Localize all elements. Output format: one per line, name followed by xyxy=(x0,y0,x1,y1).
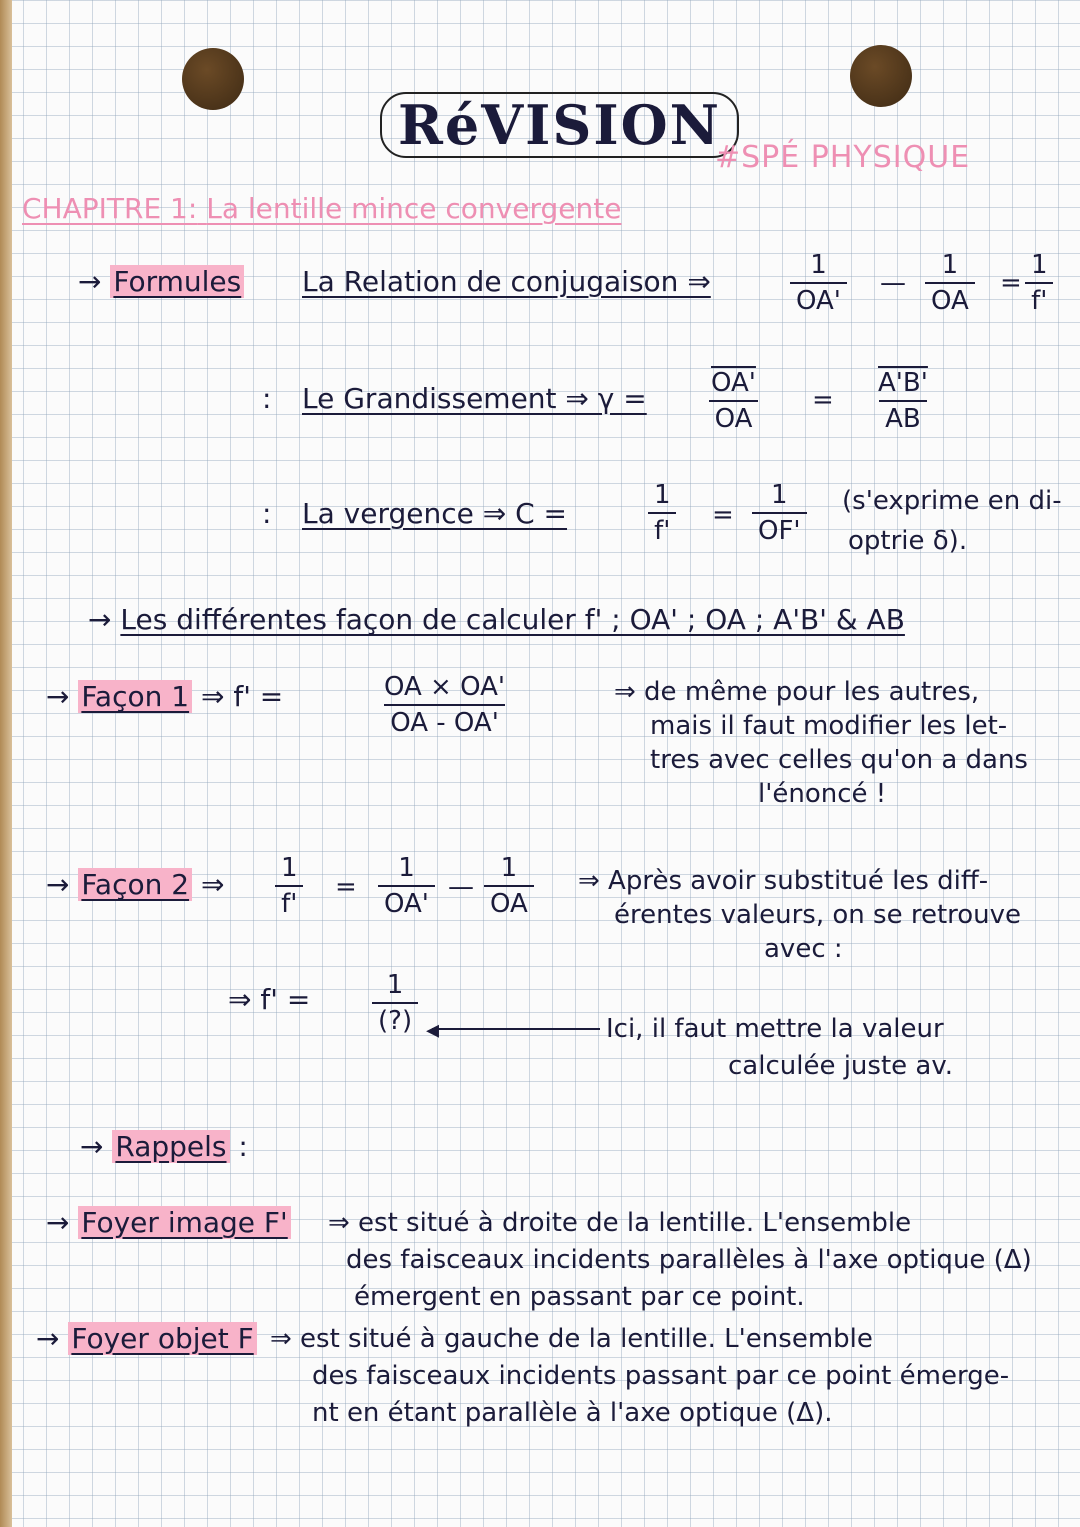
facon2-result-frac xyxy=(372,970,418,1036)
facon2-note-2: érentes valeurs, on se retrouve xyxy=(614,900,1022,930)
arrow-icon: → xyxy=(80,1130,104,1163)
foyer-image-line-2: des faisceaux incidents parallèles à l'axe optique (Δ) xyxy=(346,1245,1032,1275)
grand-num-2: A'B' xyxy=(878,368,928,398)
conj-num-2: 1 xyxy=(941,250,959,280)
facon2-result-den: (?) xyxy=(372,1002,418,1036)
conj-frac-1 xyxy=(790,250,847,316)
verg-equals: = xyxy=(712,500,734,530)
binder-hole-right xyxy=(850,45,912,107)
verg-num-2: 1 xyxy=(771,480,788,510)
conj-minus: — xyxy=(880,268,906,298)
foyer-objet-line-3: nt en étant parallèle à l'axe optique (Δ). xyxy=(312,1398,833,1428)
foyer-objet-label: Foyer objet F xyxy=(68,1322,256,1355)
conj-den-2: OA xyxy=(925,282,975,316)
facon2-minus: — xyxy=(448,872,474,902)
arrow-icon: → xyxy=(36,1322,60,1355)
grand-frac-2 xyxy=(872,368,934,434)
facon2-frac-oaprime xyxy=(378,853,435,919)
rappels-label: Rappels xyxy=(112,1130,229,1163)
arrow-icon: → xyxy=(88,603,112,636)
facon2-num-lhs: 1 xyxy=(281,853,298,883)
foyer-image-row xyxy=(46,1206,291,1239)
conj-den-1: OA' xyxy=(790,282,847,316)
foyer-image-line-3: émergent en passant par ce point. xyxy=(354,1282,805,1312)
page-title: RéVISION xyxy=(380,92,739,158)
arrow-icon: → xyxy=(78,265,102,298)
arrow-icon: → xyxy=(46,868,70,901)
facon1-den: OA - OA' xyxy=(384,704,505,738)
chapter-label: CHAPITRE 1: xyxy=(22,192,198,225)
verg-den-1: f' xyxy=(648,512,676,546)
pointer-arrowhead: ◂ xyxy=(426,1015,440,1045)
facon1-label: Façon 1 xyxy=(78,680,192,713)
pointer-line xyxy=(432,1028,600,1030)
formulas-row xyxy=(78,265,244,298)
conj-frac-2 xyxy=(925,250,975,316)
foyer-objet-line-1: ⇒ est situé à gauche de la lentille. L'ensemble xyxy=(270,1324,873,1354)
verg-frac-2 xyxy=(752,480,807,546)
pointer-note-1: Ici, il faut mettre la valeur xyxy=(606,1014,944,1044)
facon2-den-2: OA xyxy=(484,885,534,919)
foyer-objet-row xyxy=(36,1322,257,1355)
verg-num-1: 1 xyxy=(654,480,671,510)
facon1-row xyxy=(46,680,283,713)
grand-equals: = xyxy=(812,385,834,415)
grand-num-1: OA' xyxy=(711,368,756,398)
verg-frac-1 xyxy=(648,480,677,546)
facon2-equals: = xyxy=(335,872,357,902)
notebook-edge xyxy=(0,0,12,1527)
conj-equals: = xyxy=(1000,268,1022,298)
foyer-image-label: Foyer image F' xyxy=(78,1206,290,1239)
facon1-num: OA × OA' xyxy=(384,672,506,702)
pointer-note-2: calculée juste av. xyxy=(728,1051,953,1081)
subject-tag: #SPÉ PHYSIQUE xyxy=(715,140,971,175)
arrow-icon: → xyxy=(46,680,70,713)
conj-frac-3 xyxy=(1025,250,1054,316)
grand-colon: : xyxy=(262,382,272,415)
facon2-result-num: 1 xyxy=(386,970,404,1000)
facon2-frac-oa xyxy=(484,853,534,919)
grand-den-1: OA xyxy=(709,400,759,434)
magnification-label: Le Grandissement ⇒ γ = xyxy=(302,382,647,415)
conj-num-3: 1 xyxy=(1031,250,1048,280)
facon2-note-3: avec : xyxy=(764,934,843,964)
facon2-num-2: 1 xyxy=(500,853,518,883)
facon1-note-1: ⇒ de même pour les autres, xyxy=(614,677,980,707)
grand-den-2: AB xyxy=(879,400,927,434)
facon2-note-1: ⇒ Après avoir substitué les diff- xyxy=(578,866,989,896)
facon2-den-1: OA' xyxy=(378,885,435,919)
facon2-label: Façon 2 xyxy=(78,868,192,901)
facon2-result-lhs: ⇒ f' = xyxy=(228,983,311,1016)
chapter-title: La lentille mince convergente xyxy=(206,192,622,225)
facon2-num-1: 1 xyxy=(398,853,415,883)
facon1-frac xyxy=(378,672,511,738)
conj-den-3: f' xyxy=(1025,282,1053,316)
chapter-heading xyxy=(22,192,621,225)
verg-den-2: OF' xyxy=(752,512,807,546)
verg-note-2: optrie δ). xyxy=(848,526,968,556)
vergence-label: La vergence ⇒ C = xyxy=(302,497,568,530)
foyer-objet-line-2: des faisceaux incidents passant par ce point émerge- xyxy=(312,1361,1010,1391)
grand-frac-1 xyxy=(705,368,762,434)
facon1-lhs: ⇒ f' = xyxy=(200,680,284,713)
facon2-den-lhs: f' xyxy=(275,885,303,919)
foyer-image-line-1: ⇒ est situé à droite de la lentille. L'ensemble xyxy=(328,1208,912,1238)
facon1-note-4: l'énoncé ! xyxy=(758,779,887,809)
rappels-colon: : xyxy=(238,1130,248,1163)
facon1-note-2: mais il faut modifier les let- xyxy=(650,711,1008,741)
binder-hole-left xyxy=(182,48,244,110)
methods-heading-row xyxy=(88,603,905,636)
rappels-row xyxy=(80,1130,248,1163)
facon1-note-3: tres avec celles qu'on a dans xyxy=(650,745,1028,775)
facon2-frac-lhs xyxy=(275,853,304,919)
conj-num-1: 1 xyxy=(810,250,827,280)
arrow-icon: → xyxy=(46,1206,70,1239)
methods-heading: Les différentes façon de calculer f' ; OA' ; OA ; A'B' & AB xyxy=(120,603,905,636)
verg-note-1: (s'exprime en di- xyxy=(842,486,1062,516)
conjugation-label: La Relation de conjugaison ⇒ xyxy=(302,265,711,298)
facon2-arrow: ⇒ xyxy=(200,868,225,901)
facon2-row xyxy=(46,868,224,901)
formulas-label: Formules xyxy=(110,265,244,298)
verg-colon: : xyxy=(262,497,272,530)
